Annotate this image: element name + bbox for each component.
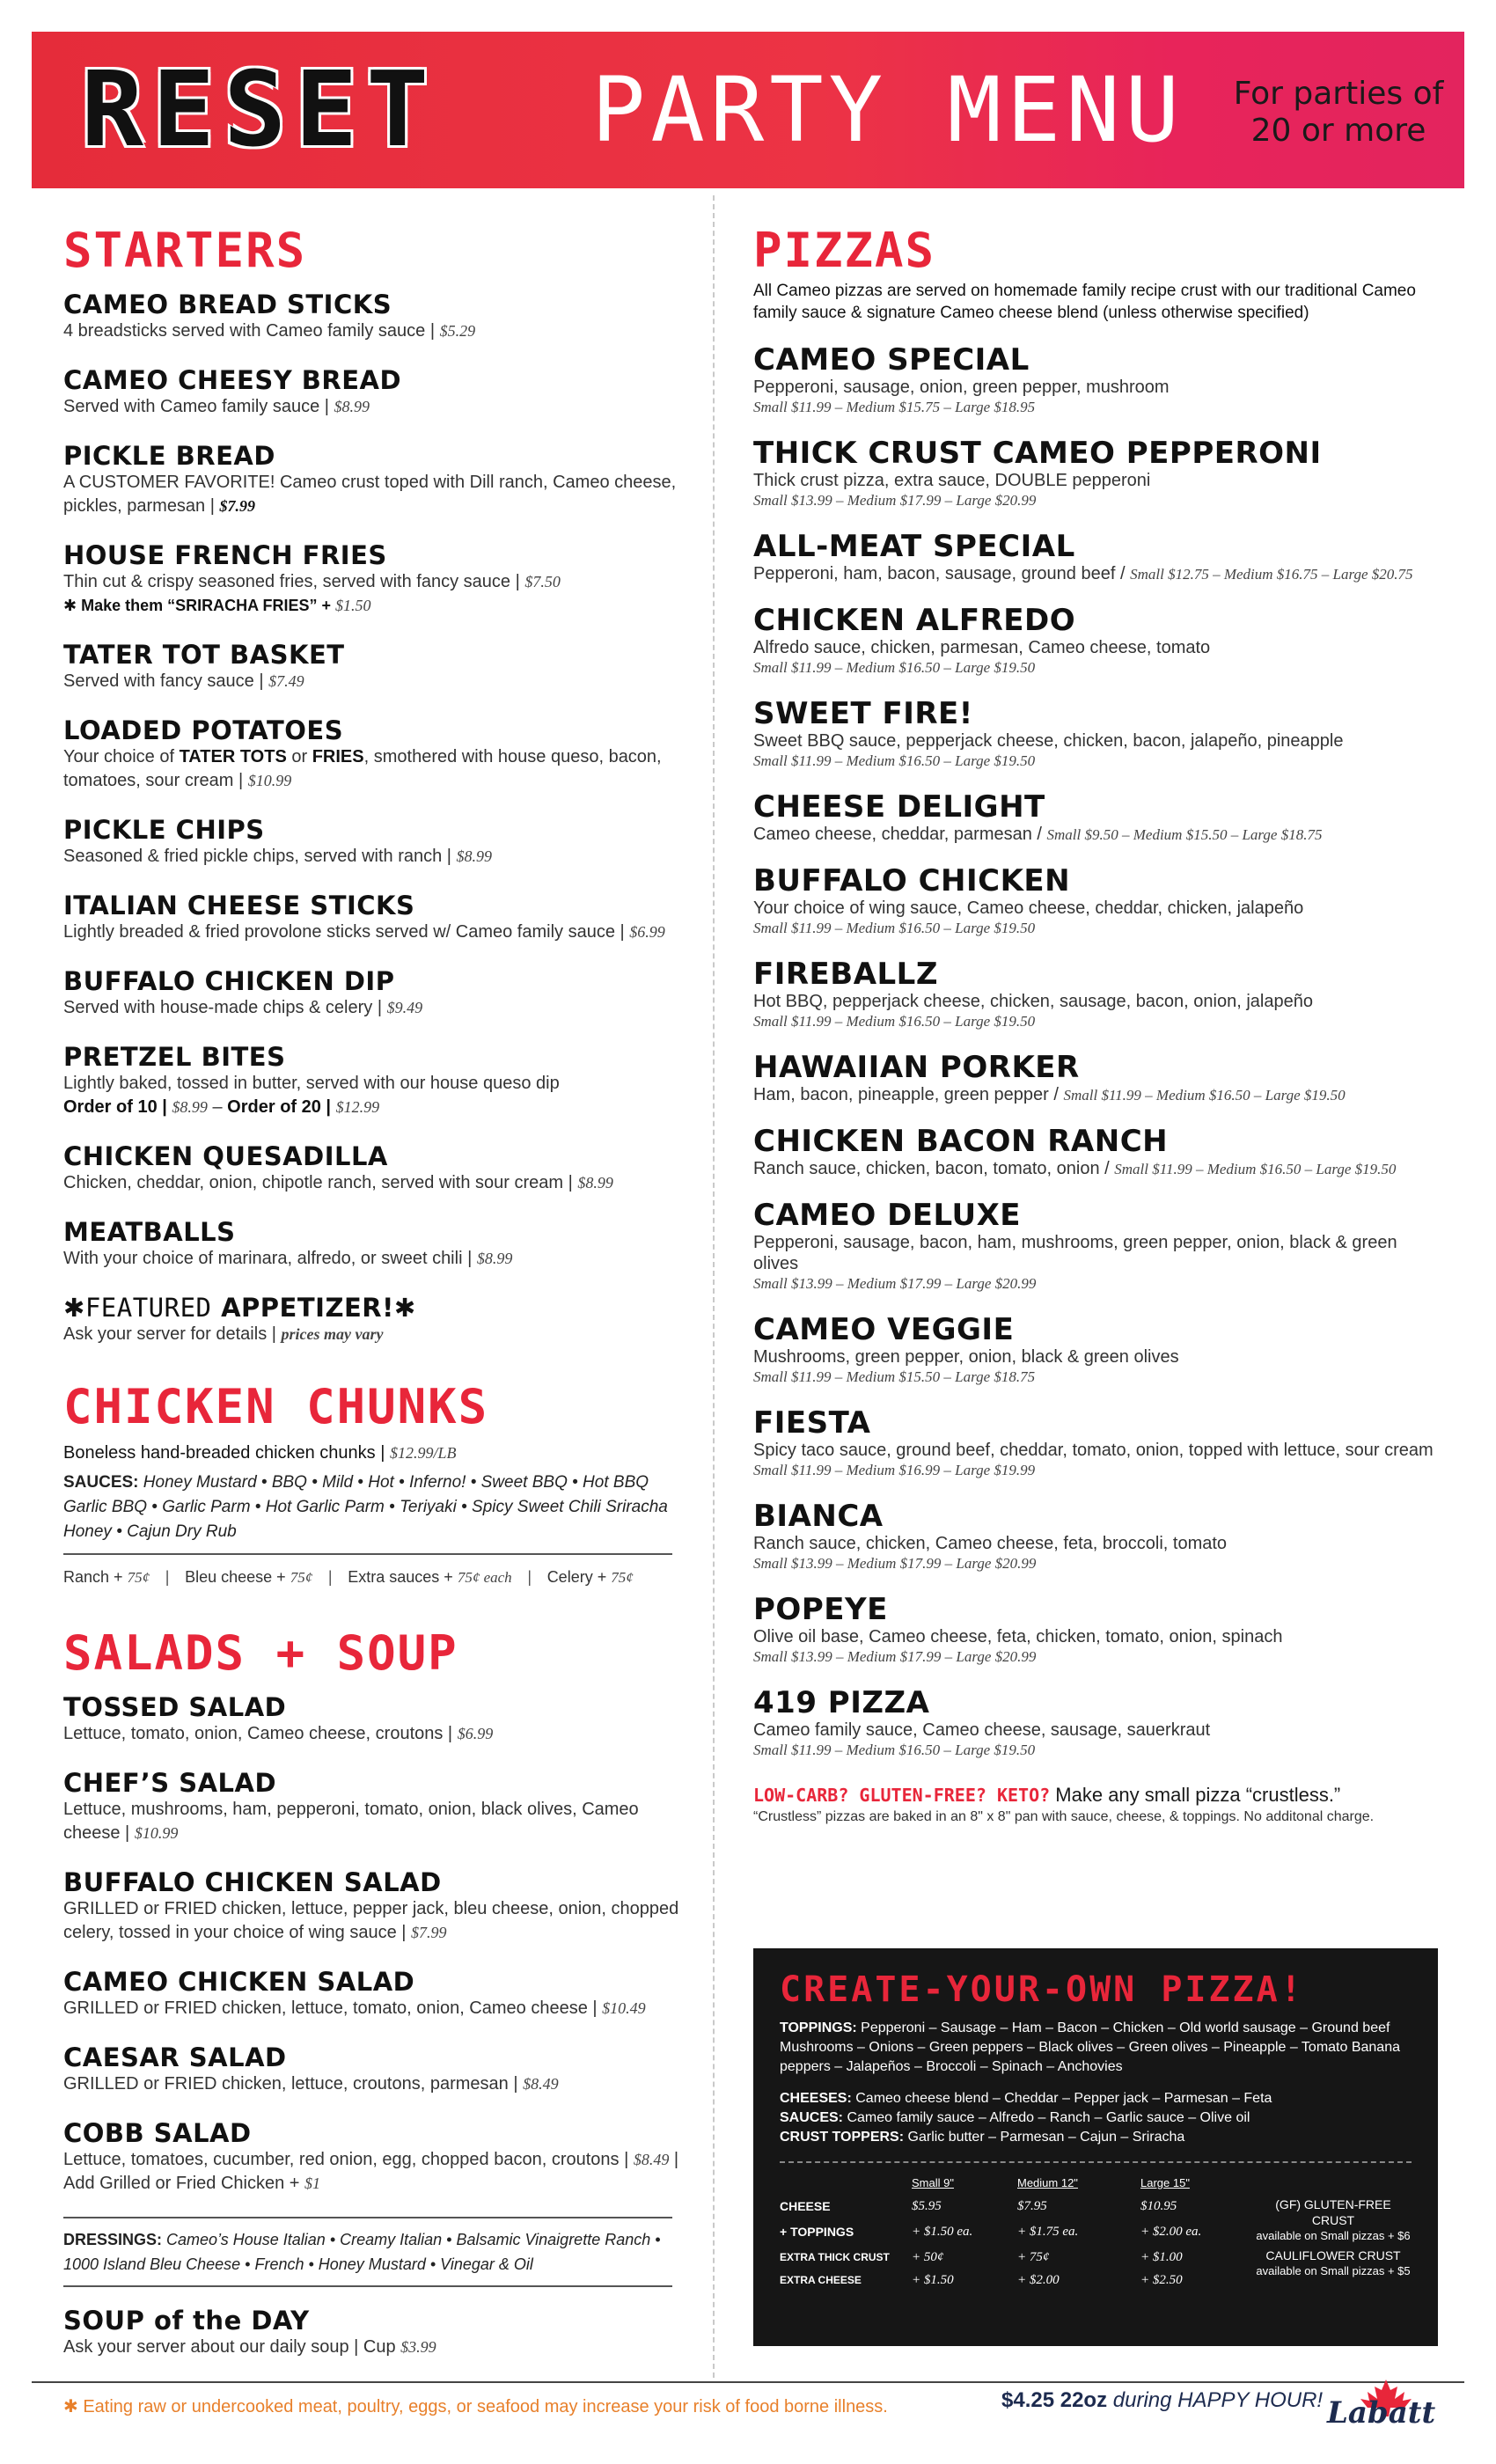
pizza-item xyxy=(753,1313,1440,1387)
item-desc: Served with fancy sauce | $7.49 xyxy=(63,671,304,691)
cyo-title: CREATE-YOUR-OWN PIZZA! xyxy=(780,1969,1304,2010)
item-name: ITALIAN CHEESE STICKS xyxy=(63,891,415,920)
item-desc: Ask your server about our daily soup | Cup $3.99 xyxy=(63,2337,436,2357)
item-name: TATER TOT BASKET xyxy=(63,640,345,670)
menu-item xyxy=(63,1968,679,2020)
item-name: CHEF’S SALAD xyxy=(63,1768,277,1798)
salads-title: SALADS + SOUP xyxy=(63,1625,458,1681)
item-price: $8.99 xyxy=(334,398,370,415)
item-name: BUFFALO CHICKEN DIP xyxy=(63,966,395,996)
item-name: PICKLE BREAD xyxy=(63,441,275,471)
menu-item xyxy=(63,442,679,518)
menu-item xyxy=(63,1868,679,1945)
pizza-desc: Your choice of wing sauce, Cameo cheese, cheddar, chicken, jalapeño xyxy=(753,898,1304,918)
item-desc: GRILLED or FRIED chicken, lettuce, tomato, onion, Cameo cheese | $10.49 xyxy=(63,1998,646,2018)
pizza-desc: Ham, bacon, pineapple, green pepper / Small $11.99 – Medium $16.50 – Large $19.50 xyxy=(753,1085,1346,1104)
cyo-toppings: TOPPINGS: Pepperoni – Sausage – Ham – Bacon – Chicken – Old world sausage – Ground beef Mushrooms – Onions – Green peppers – Black olives – Green olives – Pineapple – Tomato Banana peppers – Jalapeños – Broccoli – Spinach – Anchovies xyxy=(780,2020,1400,2074)
reset-logo: RESET xyxy=(81,48,438,170)
menu-item xyxy=(63,1769,679,1845)
item-price: $5.29 xyxy=(439,322,476,340)
item-desc: Lettuce, tomatoes, cucumber, red onion, egg, chopped bacon, croutons | $8.49 | Add Grilled or Fried Chicken + $1 xyxy=(63,2150,679,2193)
pizza-prices: Small $11.99 – Medium $15.50 – Large $18.75 xyxy=(753,1368,1036,1385)
menu-item xyxy=(63,2119,679,2196)
pizza-item xyxy=(753,436,1440,510)
chicken-chunks-desc: Boneless hand-breaded chicken chunks | $12.99/LB xyxy=(63,1443,457,1463)
item-name: COBB SALAD xyxy=(63,2118,252,2148)
pizza-item xyxy=(753,864,1440,938)
menu-item xyxy=(63,641,679,693)
item-name: CAMEO CHEESY BREAD xyxy=(63,365,402,395)
item-desc: Served with Cameo family sauce | $8.99 xyxy=(63,397,370,416)
food-safety-warning: ✱ Eating raw or undercooked meat, poultry, eggs, or seafood may increase your risk of food borne illness. xyxy=(63,2397,888,2416)
pizza-name: SWEET FIRE! xyxy=(753,696,973,731)
pizza-name: FIREBALLZ xyxy=(753,957,938,992)
pizza-item xyxy=(753,343,1440,417)
pizza-prices: Small $13.99 – Medium $17.99 – Large $20.99 xyxy=(753,1275,1037,1292)
pizza-desc: Cameo family sauce, Cameo cheese, sausage, sauerkraut xyxy=(753,1720,1211,1740)
pizza-name: BIANCA xyxy=(753,1499,884,1534)
cyo-sauces: SAUCES: Cameo family sauce – Alfredo – Ranch – Garlic sauce – Olive oil xyxy=(780,2110,1250,2125)
item-desc: Chicken, cheddar, onion, chipotle ranch, served with sour cream | $8.99 xyxy=(63,1173,613,1192)
item-price: $10.99 xyxy=(247,772,292,789)
footer-rule xyxy=(32,2381,1464,2383)
starters-title: STARTERS xyxy=(63,223,307,278)
pizza-name: CHICKEN ALFREDO xyxy=(753,603,1076,638)
item-price: $9.49 xyxy=(386,999,423,1016)
chicken-chunks-sauces: SAUCES: Honey Mustard • BBQ • Mild • Hot • Inferno! • Sweet BBQ • Hot BBQ Garlic BBQ • Garlic Parm • Hot Garlic Parm • Teriyaki • Spicy Sweet Chili Sriracha Honey • Cajun Dry Rub xyxy=(63,1473,668,1541)
menu-item xyxy=(63,816,679,869)
happy-hour-promo: $4.25 22oz during HAPPY HOUR! xyxy=(1001,2388,1324,2412)
pizza-name: POPEYE xyxy=(753,1592,888,1627)
pizza-desc: Spicy taco sauce, ground beef, cheddar, tomato, onion, topped with lettuce, sour cream xyxy=(753,1441,1434,1460)
lowcarb-note: LOW-CARB? GLUTEN-FREE? KETO? Make any small pizza “crustless.” “Crustless” pizzas are baked in an 8" x 8" pan with sauce, cheese, & toppings. No additonal charge. xyxy=(753,1784,1375,1824)
pizza-item xyxy=(753,1593,1440,1667)
pizza-desc: Thick crust pizza, extra sauce, DOUBLE pepperoni xyxy=(753,471,1151,490)
pizza-name: HAWAIIAN PORKER xyxy=(753,1050,1080,1085)
pizza-desc: Pepperoni, ham, bacon, sausage, ground beef / Small $12.75 – Medium $16.75 – Large $20.75 xyxy=(753,564,1413,583)
item-desc: Thin cut & crispy seasoned fries, served with fancy sauce | $7.50 xyxy=(63,572,561,591)
item-desc: Served with house-made chips & celery | $9.49 xyxy=(63,998,423,1017)
pizza-item xyxy=(753,1125,1440,1179)
divider-rule xyxy=(63,1553,672,1555)
pizzas-note: All Cameo pizzas are served on homemade family recipe crust with our traditional Cameo family sauce & signature Cameo cheese blend (unless otherwise specified) xyxy=(753,282,1416,322)
pizza-prices: Small $12.75 – Medium $16.75 – Large $20.75 xyxy=(1130,566,1413,583)
pizza-name: CAMEO DELUXE xyxy=(753,1198,1022,1233)
pizza-name: ALL-MEAT SPECIAL xyxy=(753,529,1075,564)
pizza-name: CAMEO VEGGIE xyxy=(753,1312,1015,1347)
item-name: MEATBALLS xyxy=(63,1217,236,1247)
menu-subtitle: For parties of 20 or more xyxy=(1233,76,1444,149)
item-name: HOUSE FRENCH FRIES xyxy=(63,540,387,570)
salads-section xyxy=(63,1625,679,2359)
pizza-item xyxy=(753,1500,1440,1573)
featured-appetizer xyxy=(63,1294,679,1346)
menu-item xyxy=(63,1693,679,1746)
pizza-prices: Small $11.99 – Medium $16.50 – Large $19.50 xyxy=(753,1742,1036,1758)
star-icon: ✱ xyxy=(393,1293,416,1323)
pizza-item xyxy=(753,697,1440,771)
menu-item xyxy=(63,1043,679,1119)
menu-title: PARTY MENU xyxy=(591,58,1185,163)
item-desc: 4 breadsticks served with Cameo family sauce | $5.29 xyxy=(63,321,476,341)
pizza-prices: Small $13.99 – Medium $17.99 – Large $20.99 xyxy=(753,1555,1037,1572)
item-price: $8.99 xyxy=(456,847,493,865)
menu-item xyxy=(63,891,679,944)
pizza-prices: Small $9.50 – Medium $15.50 – Large $18.75 xyxy=(1046,826,1323,843)
pizza-desc: Cameo cheese, cheddar, parmesan / Small $9.50 – Medium $15.50 – Large $18.75 xyxy=(753,825,1323,844)
cyo-price-table: Small 9" Medium 12" Large 15" CHEESE $5.95 $7.95 $10.95 (GF) GLUTEN-FREE CRUST available on Small pizzas + $6 + TOPPINGS + $1.50 ea. + $1.75 ea. + $2.00 ea. EXTRA THICK CRUST + 50¢ + 75¢ + $1.00 CAULIFLOWER CRUST available on Small pizzas + $5 EXTRA CHEESE + $1.50 + $2.00 + $2.50 xyxy=(780,2174,1412,2290)
item-price: $7.50 xyxy=(524,573,561,590)
pizza-prices: Small $11.99 – Medium $16.50 – Large $19.50 xyxy=(1114,1161,1397,1177)
pizza-item xyxy=(753,604,1440,678)
cyo-divider xyxy=(780,2161,1412,2163)
cauliflower-crust: CAULIFLOWER CRUST available on Small pizzas + $5 xyxy=(1256,2248,1411,2277)
menu-item xyxy=(63,716,679,793)
pizza-prices: Small $11.99 – Medium $16.50 – Large $19.50 xyxy=(753,752,1036,769)
chicken-chunks-title: CHICKEN CHUNKS xyxy=(63,1379,489,1434)
pizza-desc: Ranch sauce, chicken, bacon, tomato, onion / Small $11.99 – Medium $16.50 – Large $19.50 xyxy=(753,1159,1397,1178)
pizza-name: THICK CRUST CAMEO PEPPERONI xyxy=(753,436,1322,471)
item-desc: Seasoned & fried pickle chips, served with ranch | $8.99 xyxy=(63,847,493,866)
item-name: CAMEO CHICKEN SALAD xyxy=(63,1967,415,1997)
item-name: SOUP of the DAY xyxy=(63,2306,310,2336)
pizza-item xyxy=(753,957,1440,1031)
item-name: CAESAR SALAD xyxy=(63,2042,287,2072)
pizza-name: 419 PIZZA xyxy=(753,1685,930,1720)
pizza-desc: Sweet BBQ sauce, pepperjack cheese, chicken, bacon, jalapeño, pineapple xyxy=(753,731,1344,751)
column-divider xyxy=(713,195,715,2378)
pizza-name: BUFFALO CHICKEN xyxy=(753,863,1071,898)
pizza-item xyxy=(753,790,1440,845)
item-desc: GRILLED or FRIED chicken, lettuce, pepper jack, bleu cheese, onion, chopped celery, tossed in your choice of wing sauce | $7.99 xyxy=(63,1899,679,1942)
pizza-prices: Small $11.99 – Medium $16.50 – Large $19.50 xyxy=(753,1013,1036,1030)
pizza-name: CHEESE DELIGHT xyxy=(753,789,1045,825)
soup-of-the-day xyxy=(63,2306,679,2359)
pizza-desc: Ranch sauce, chicken, Cameo cheese, feta, broccoli, tomato xyxy=(753,1534,1228,1553)
item-price: $8.99 xyxy=(476,1250,513,1267)
gluten-free-crust: (GF) GLUTEN-FREE CRUST available on Small pizzas + $6 xyxy=(1256,2197,1411,2242)
pizza-name: CAMEO SPECIAL xyxy=(753,342,1030,378)
pizza-prices: Small $13.99 – Medium $17.99 – Large $20.99 xyxy=(753,1648,1037,1665)
pizza-item xyxy=(753,1686,1440,1760)
dressings: DRESSINGS: Cameo’s House Italian • Creamy Italian • Balsamic Vinaigrette Ranch • 1000 Island Bleu Cheese • French • Honey Mustard • Vinegar & Oil xyxy=(63,2231,661,2273)
item-desc: Lightly breaded & fried provolone sticks served w/ Cameo family sauce | $6.99 xyxy=(63,922,665,942)
item-name: ✱FEATURED APPETIZER!✱ xyxy=(63,1293,416,1323)
pizza-prices: Small $11.99 – Medium $16.99 – Large $19.99 xyxy=(753,1462,1036,1478)
menu-item xyxy=(63,366,679,419)
pizza-desc: Olive oil base, Cameo cheese, feta, chicken, tomato, onion, spinach xyxy=(753,1627,1283,1646)
item-name: LOADED POTATOES xyxy=(63,715,344,745)
item-name: CHICKEN QUESADILLA xyxy=(63,1141,388,1171)
pizza-item xyxy=(753,530,1440,584)
item-desc: A CUSTOMER FAVORITE! Cameo crust toped with Dill ranch, Cameo cheese, pickles, parmesan | $7.99 xyxy=(63,473,677,516)
menu-item xyxy=(63,1142,679,1195)
item-extra: ✱ Make them “SRIRACHA FRIES” + $1.50 xyxy=(63,597,371,614)
item-price: $7.49 xyxy=(268,672,304,690)
item-name: PICKLE CHIPS xyxy=(63,815,265,845)
cyo-cheeses: CHEESES: Cameo cheese blend – Cheddar – Pepper jack – Parmesan – Feta xyxy=(780,2091,1272,2106)
pizza-prices: Small $11.99 – Medium $16.50 – Large $19.50 xyxy=(753,659,1036,676)
item-desc: Your choice of TATER TOTS or FRIES, smothered with house queso, bacon, tomatoes, sour cream | $10.99 xyxy=(63,747,662,790)
pizzas-title: PIZZAS xyxy=(753,223,936,278)
pizza-list xyxy=(753,343,1440,1760)
chicken-chunks-extras: Ranch + 75¢ | Bleu cheese + 75¢ | Extra sauces + 75¢ each | Celery + 75¢ xyxy=(63,1568,634,1586)
pizza-desc: Alfredo sauce, chicken, parmesan, Cameo cheese, tomato xyxy=(753,638,1211,657)
chicken-chunks-section xyxy=(63,1379,679,1591)
create-your-own-box xyxy=(753,1948,1438,2346)
item-name: BUFFALO CHICKEN SALAD xyxy=(63,1867,442,1897)
item-price: $8.99 xyxy=(577,1174,613,1192)
pizza-desc: Pepperoni, sausage, onion, green pepper, mushroom xyxy=(753,378,1170,397)
pizza-item xyxy=(753,1199,1440,1294)
item-desc: Ask your server for details | prices may vary xyxy=(63,1324,384,1344)
labatt-logo: Labatt xyxy=(1327,2395,1436,2431)
pizza-desc: Mushrooms, green pepper, onion, black & green olives xyxy=(753,1347,1179,1367)
pizza-item xyxy=(753,1406,1440,1480)
pizza-desc: Pepperoni, sausage, bacon, ham, mushrooms, green pepper, onion, black & green olives xyxy=(753,1233,1397,1273)
left-column xyxy=(63,225,679,2359)
item-name: PRETZEL BITES xyxy=(63,1042,286,1072)
pizza-prices: Small $11.99 – Medium $15.75 – Large $18.95 xyxy=(753,399,1036,415)
item-price: $6.99 xyxy=(629,923,665,941)
item-desc: Lightly baked, tossed in butter, served with our house queso dip xyxy=(63,1074,560,1093)
menu-item xyxy=(63,967,679,1020)
pizza-name: CHICKEN BACON RANCH xyxy=(753,1124,1169,1159)
item-desc: With your choice of marinara, alfredo, or sweet chili | $8.99 xyxy=(63,1249,513,1268)
item-price: $7.99 xyxy=(219,497,255,515)
cyo-crust-toppers: CRUST TOPPERS: Garlic butter – Parmesan – Cajun – Sriracha xyxy=(780,2130,1185,2145)
pizza-prices: Small $13.99 – Medium $17.99 – Large $20.99 xyxy=(753,492,1037,509)
pizza-prices: Small $11.99 – Medium $16.50 – Large $19.50 xyxy=(753,920,1036,936)
item-desc: Lettuce, tomato, onion, Cameo cheese, croutons | $6.99 xyxy=(63,1724,494,1743)
menu-item xyxy=(63,2043,679,2096)
pizza-name: FIESTA xyxy=(753,1405,871,1441)
menu-header xyxy=(32,32,1464,188)
item-desc: Lettuce, mushrooms, ham, pepperoni, tomato, onion, black olives, Cameo cheese | $10.99 xyxy=(63,1800,639,1843)
menu-item xyxy=(63,1218,679,1271)
menu-item xyxy=(63,541,679,618)
right-column xyxy=(753,225,1440,1827)
divider-rule xyxy=(63,2285,672,2287)
pizza-prices: Small $11.99 – Medium $16.50 – Large $19.50 xyxy=(1063,1087,1346,1104)
pizza-item xyxy=(753,1051,1440,1105)
item-desc: GRILLED or FRIED chicken, lettuce, croutons, parmesan | $8.49 xyxy=(63,2074,559,2094)
menu-item xyxy=(63,290,679,343)
divider-rule xyxy=(63,2217,672,2218)
pizza-desc: Hot BBQ, pepperjack cheese, chicken, sausage, bacon, onion, jalapeño xyxy=(753,992,1313,1011)
star-icon: ✱ xyxy=(63,1293,85,1323)
item-order-options: Order of 10 | $8.99 – Order of 20 | $12.99 xyxy=(63,1097,380,1117)
item-name: CAMEO BREAD STICKS xyxy=(63,290,392,319)
item-name: TOSSED SALAD xyxy=(63,1692,287,1722)
